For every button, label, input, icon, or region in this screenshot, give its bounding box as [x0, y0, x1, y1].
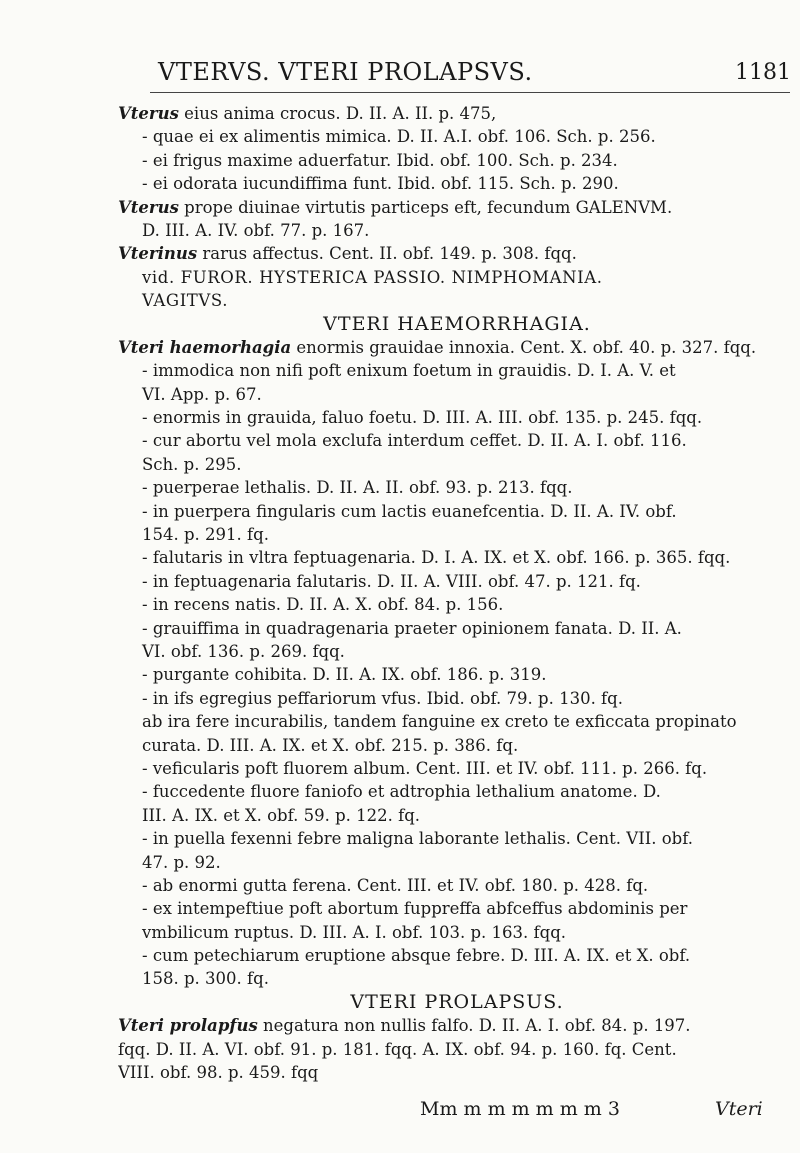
index-line: [118, 734, 796, 757]
entry-text: - in puella fexenni febre maligna laborante lethalis. Cent. VII. obf.: [142, 829, 694, 849]
entry-text: III. A. IX. et X. obf. 59. p. 122. fq.: [142, 805, 421, 825]
entry-text: VTERI PROLAPSUS.: [350, 990, 564, 1013]
entry-text: 158. p. 300. fq.: [142, 969, 269, 989]
index-line: [118, 359, 796, 382]
signature-mark: Mm m m m m m m 3: [420, 1098, 620, 1120]
entry-text: VIII. obf. 98. p. 459. fqq: [118, 1063, 319, 1083]
entry-text: VI. App. p. 67.: [142, 384, 262, 404]
entry-text: enormis grauidae innoxia. Cent. X. obf. 40. p. 327. fqq.: [291, 337, 757, 357]
entry-text: prope diuinae virtutis particeps eft, fecundum GALENVM.: [178, 197, 673, 217]
entry-text: - enormis in grauida, faluo foetu. D. III. A. III. obf. 135. p. 245. fqq.: [142, 408, 703, 428]
index-line: [118, 640, 796, 663]
entry-text: curata. D. III. A. IX. et X. obf. 215. p. 386. fq.: [142, 735, 519, 755]
index-line: [118, 757, 796, 780]
entry-lemma: Vteri haemorhagia: [118, 337, 292, 357]
section-heading: [118, 991, 796, 1014]
entry-lemma: Vterus: [118, 104, 179, 123]
index-line: [118, 546, 796, 569]
entry-text: D. III. A. IV. obf. 77. p. 167.: [142, 220, 370, 240]
index-line: [118, 593, 796, 616]
index-line: [118, 383, 796, 406]
index-line: [118, 102, 796, 125]
index-line: [118, 219, 796, 242]
catchword: Vteri: [715, 1098, 763, 1120]
index-line: [118, 125, 796, 148]
index-entries: [118, 102, 796, 1084]
entry-text: - in ifs egregius peffariorum vfus. Ibid. obf. 79. p. 130. fq.: [142, 688, 623, 708]
entry-text: fqq. D. II. A. VI. obf. 91. p. 181. fqq. A. IX. obf. 94. p. 160. fq. Cent.: [118, 1039, 677, 1059]
entry-text: VTERI HAEMORRHAGIA.: [323, 312, 591, 335]
entry-lemma: Vterus: [118, 197, 179, 217]
entry-text: vid. FUROR. HYSTERICA PASSIO. NIMPHOMANIA.: [142, 267, 603, 287]
entry-text: 154. p. 291. fq.: [142, 525, 269, 545]
entry-text: - ex intempeftiue poft abortum fuppreffa abfceffus abdominis per: [142, 899, 688, 919]
index-line: [118, 476, 796, 499]
index-line: [118, 1061, 796, 1084]
index-line: [118, 266, 796, 289]
index-line: [118, 242, 796, 265]
entry-text: - quae ei ex alimentis mimica. D. II. A.I. obf. 106. Sch. p. 256.: [142, 127, 656, 147]
running-head: [0, 58, 800, 88]
index-line: [118, 196, 796, 219]
index-line: [118, 780, 796, 803]
index-line: [118, 851, 796, 874]
page-number: 1181: [735, 60, 791, 85]
index-line: [118, 944, 796, 967]
index-line: [118, 289, 796, 312]
index-line: [118, 500, 796, 523]
entry-lemma: Vterinus: [118, 244, 198, 264]
entry-text: - cur abortu vel mola exclufa interdum ceffet. D. II. A. I. obf. 116.: [142, 431, 687, 451]
entry-text: - ei odorata iucundiffima funt. Ibid. obf. 115. Sch. p. 290.: [142, 174, 619, 194]
entry-text: rarus affectus. Cent. II. obf. 149. p. 308. fqq.: [197, 244, 577, 264]
index-line: [118, 874, 796, 897]
entry-text: VAGITVS.: [142, 291, 229, 311]
entry-text: negatura non nullis falfo. D. II. A. I. obf. 84. p. 197.: [257, 1016, 691, 1036]
entry-text: vmbilicum ruptus. D. III. A. I. obf. 103. p. 163. fqq.: [142, 922, 566, 942]
index-line: [118, 453, 796, 476]
index-line: [118, 429, 796, 452]
index-line: [118, 406, 796, 429]
index-line: [118, 617, 796, 640]
index-line: [118, 710, 796, 733]
index-line: [118, 336, 796, 359]
index-line: [118, 570, 796, 593]
section-heading: [118, 313, 796, 336]
entry-text: - in feptuagenaria falutaris. D. II. A. VIII. obf. 47. p. 121. fq.: [142, 571, 641, 591]
page-footer: [0, 1098, 800, 1128]
index-line: [118, 523, 796, 546]
entry-text: eius anima crocus. D. II. A. II. p. 475,: [178, 104, 497, 123]
entry-text: - falutaris in vltra feptuagenaria. D. I. A. IX. et X. obf. 166. p. 365. fqq.: [142, 548, 731, 568]
index-line: [118, 921, 796, 944]
entry-text: - in recens natis. D. II. A. X. obf. 84. p. 156.: [142, 595, 504, 615]
entry-text: - veficularis poft fluorem album. Cent. III. et IV. obf. 111. p. 266. fq.: [142, 758, 708, 778]
index-line: [118, 149, 796, 172]
index-line: [118, 804, 796, 827]
entry-text: - puerperae lethalis. D. II. A. II. obf. 93. p. 213. fqq.: [142, 478, 573, 498]
index-line: [118, 897, 796, 920]
entry-text: - fuccedente fluore faniofo et adtrophia lethalium anatome. D.: [142, 782, 661, 802]
header-rule: [150, 92, 790, 93]
entry-text: - ei frigus maxime aduerfatur. Ibid. obf. 100. Sch. p. 234.: [142, 150, 618, 170]
entry-text: - purgante cohibita. D. II. A. IX. obf. 186. p. 319.: [142, 665, 547, 685]
entry-text: VI. obf. 136. p. 269. fqq.: [142, 641, 345, 661]
index-line: [118, 172, 796, 195]
index-line: [118, 967, 796, 990]
entry-text: - grauiffima in quadragenaria praeter opinionem fanata. D. II. A.: [142, 618, 682, 638]
entry-text: - in puerpera fingularis cum lactis euanefcentia. D. II. A. IV. obf.: [142, 501, 677, 521]
index-line: [118, 827, 796, 850]
index-line: [118, 663, 796, 686]
entry-text: 47. p. 92.: [142, 852, 221, 872]
entry-text: - ab enormi gutta ferena. Cent. III. et IV. obf. 180. p. 428. fq.: [142, 875, 649, 895]
entry-lemma: Vteri prolapfus: [118, 1016, 258, 1036]
index-line: [118, 1014, 796, 1037]
running-title: VTERVS. VTERI PROLAPSVS.: [158, 58, 533, 86]
index-line: [118, 687, 796, 710]
index-line: [118, 1038, 796, 1061]
entry-text: - cum petechiarum eruptione absque febre. D. III. A. IX. et X. obf.: [142, 946, 691, 966]
entry-text: ab ira fere incurabilis, tandem fanguine ex creto te exficcata propinato: [142, 712, 737, 732]
entry-text: Sch. p. 295.: [142, 454, 242, 474]
entry-text: - immodica non nifi poft enixum foetum in grauidis. D. I. A. V. et: [142, 361, 676, 381]
